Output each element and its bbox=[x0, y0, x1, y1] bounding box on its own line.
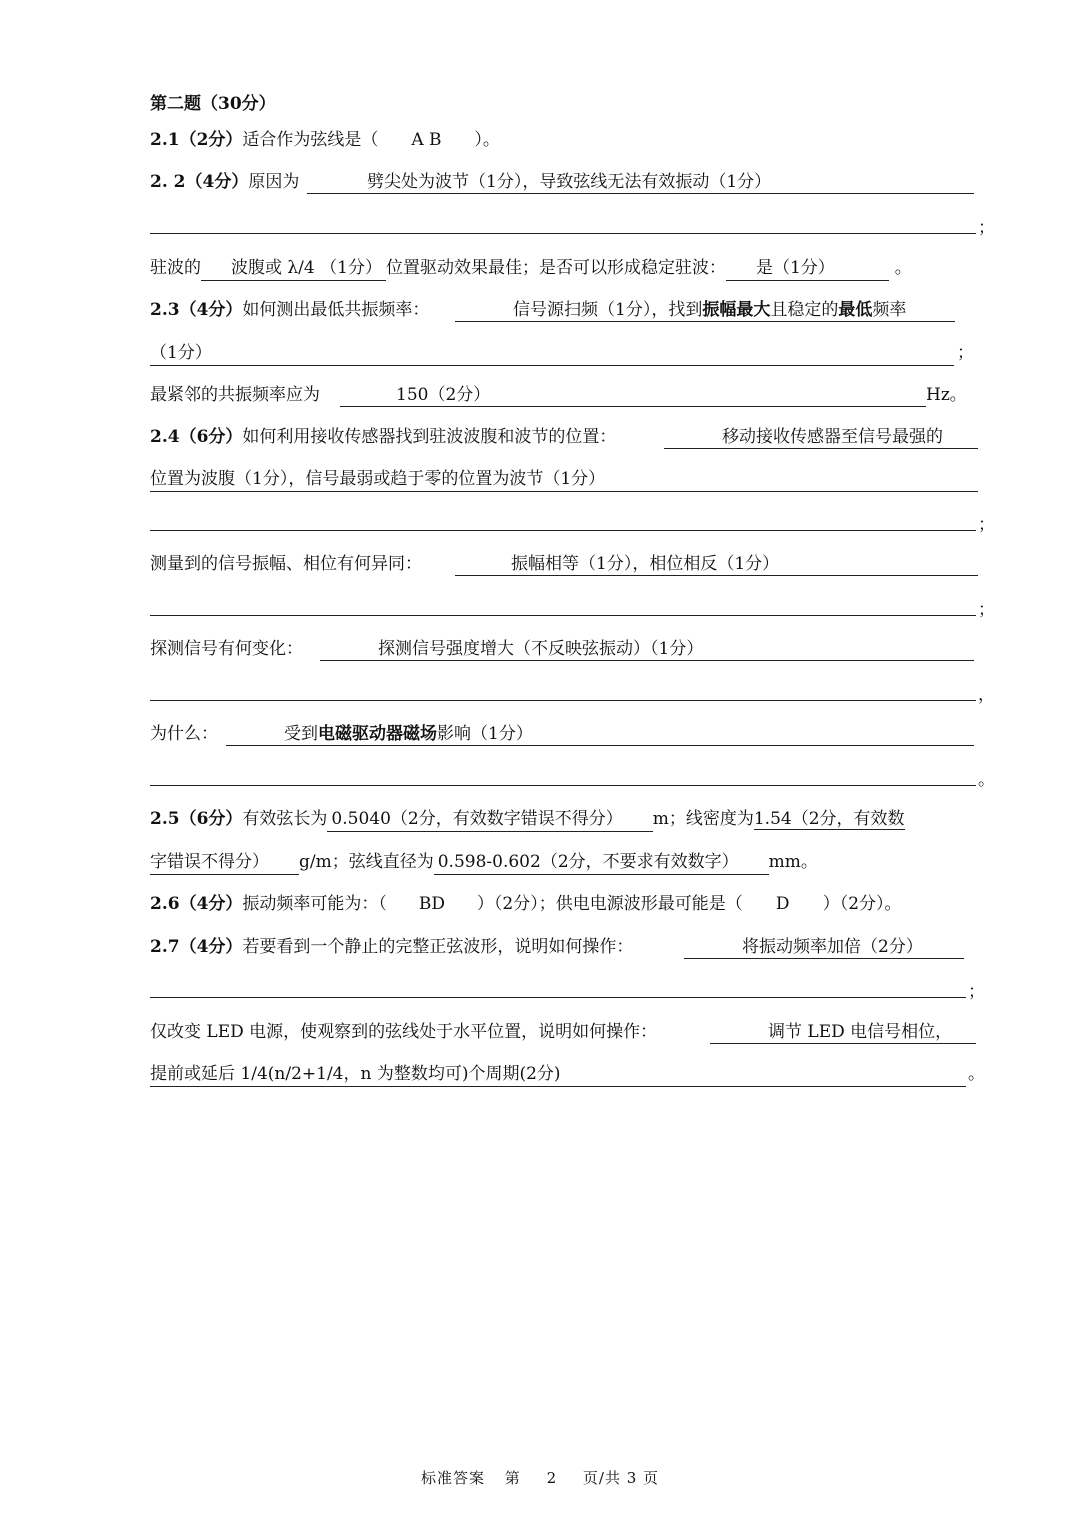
answer-line: 位置为波腹（1分），信号最弱或趋于零的位置为波节（1分） bbox=[150, 467, 978, 492]
text: mm。 bbox=[768, 852, 818, 872]
question-2-3-line3: 最紧邻的共振频率应为 bbox=[150, 385, 320, 405]
answer-text: 字错误不得分） bbox=[150, 850, 299, 875]
punctuation: 。 bbox=[978, 770, 995, 790]
text: 电磁驱动器磁场 bbox=[318, 724, 437, 744]
question-2-7 bbox=[150, 935, 633, 959]
answer-line: 劈尖处为波节（1分），导致弦线无法有效振动（1分） bbox=[307, 170, 974, 194]
answer-text: 0.598-0.602（2分，不要求有效数字） bbox=[434, 850, 769, 875]
question-2-2-line2 bbox=[150, 256, 912, 281]
question-2-2 bbox=[150, 170, 299, 194]
answer-line bbox=[455, 298, 955, 322]
footer-text: 页/共 3 页 bbox=[582, 1469, 660, 1487]
question-label: 2.3（4分） bbox=[150, 300, 243, 320]
page-footer bbox=[0, 1467, 1080, 1488]
answer-line: 提前或延后 1/4(n/2+1/4，n 为整数均可)个周期(2分) bbox=[150, 1062, 966, 1087]
question-text: 振动频率可能为：（ bbox=[242, 894, 387, 914]
question-label: 2.4（6分） bbox=[150, 427, 243, 447]
blank-line bbox=[150, 529, 976, 531]
answer-line bbox=[226, 722, 974, 746]
answer-text: 波腹或 λ/4 （1分） bbox=[201, 256, 386, 281]
text: 频率 bbox=[872, 300, 907, 320]
unit: Hz。 bbox=[926, 385, 967, 405]
question-text: 如何利用接收传感器找到驻波波腹和波节的位置： bbox=[242, 427, 617, 447]
question-2-5-line2 bbox=[150, 850, 818, 875]
change-question: 探测信号有何变化： bbox=[150, 639, 303, 659]
text: m；线密度为 bbox=[652, 809, 754, 829]
punctuation: ； bbox=[978, 218, 995, 238]
question-end: ）。 bbox=[474, 130, 500, 150]
answer-line: 移动接收传感器至信号最强的 bbox=[664, 425, 978, 449]
question-label: 2. 2（4分） bbox=[150, 172, 249, 192]
answer-text: BD bbox=[418, 894, 445, 914]
text: 驻波的 bbox=[150, 258, 201, 278]
text: 信号源扫频（1分），找到 bbox=[513, 300, 703, 320]
question-label: 2.1（2分） bbox=[150, 130, 243, 150]
blank-line bbox=[150, 614, 976, 616]
page-number: 2 bbox=[546, 1469, 558, 1487]
blank-line bbox=[150, 699, 976, 701]
answer-line: 振幅相等（1分），相位相反（1分） bbox=[455, 552, 978, 576]
punctuation: ； bbox=[968, 982, 985, 1002]
section-heading: 第二题（30分） bbox=[150, 94, 276, 114]
footer-text: 第 bbox=[504, 1469, 521, 1487]
question-2-3 bbox=[150, 298, 429, 322]
blank-line bbox=[150, 232, 976, 234]
text: 最低 bbox=[838, 300, 873, 320]
question-label: 2.6（4分） bbox=[150, 894, 243, 914]
question-label: 2.7（4分） bbox=[150, 937, 243, 957]
text: 影响（1分） bbox=[437, 724, 533, 744]
answer-line: 150（2分） bbox=[340, 383, 926, 407]
answer-text: D bbox=[775, 894, 790, 914]
question-label: 2.5（6分） bbox=[150, 809, 243, 829]
question-2-6 bbox=[150, 892, 902, 916]
text: 位置驱动效果最佳；是否可以形成稳定驻波： bbox=[385, 258, 726, 278]
question-text: 原因为 bbox=[248, 172, 300, 192]
answer-line: 将振动频率加倍（2分） bbox=[684, 935, 964, 959]
blank-line bbox=[150, 784, 976, 786]
question-text: 有效弦长为 bbox=[242, 809, 328, 829]
question-text: ）（2分）；供电电源波形最可能是（ bbox=[476, 894, 743, 914]
footer-label: 标准答案 bbox=[420, 1469, 485, 1487]
text: g/m；弦线直径为 bbox=[299, 852, 434, 872]
led-question: 仅改变 LED 电源，使观察到的弦线处于水平位置，说明如何操作： bbox=[150, 1022, 658, 1042]
why-question: 为什么： bbox=[150, 724, 218, 744]
punctuation: ， bbox=[978, 685, 995, 705]
amplitude-question: 测量到的信号振幅、相位有何异同： bbox=[150, 554, 422, 574]
punctuation: ； bbox=[957, 343, 974, 363]
answer-text: 1.54（2分，有效数 bbox=[753, 809, 905, 829]
text: 受到 bbox=[284, 724, 318, 744]
question-text: 适合作为弦线是（ bbox=[242, 130, 379, 150]
answer-text: 是（1分） bbox=[726, 256, 889, 281]
answer-line: 调节 LED 电信号相位， bbox=[710, 1020, 976, 1044]
blank-line bbox=[150, 996, 966, 998]
question-2-4 bbox=[150, 425, 616, 449]
question-2-1 bbox=[150, 128, 500, 152]
answer-line: （1分） bbox=[150, 341, 954, 366]
answer-text: 0.5040（2分，有效数字错误不得分） bbox=[327, 807, 652, 832]
text: 。 bbox=[894, 258, 912, 278]
text: 且稳定的 bbox=[770, 300, 839, 320]
question-2-5 bbox=[150, 807, 905, 832]
answer-line: 探测信号强度增大（不反映弦振动）（1分） bbox=[320, 637, 974, 661]
question-text: 若要看到一个静止的完整正弦波形，说明如何操作： bbox=[242, 937, 634, 957]
punctuation: ； bbox=[978, 600, 995, 620]
text: 振幅最大 bbox=[702, 300, 771, 320]
punctuation: 。 bbox=[968, 1064, 985, 1084]
punctuation: ； bbox=[978, 515, 995, 535]
question-text: ）（2分）。 bbox=[822, 894, 902, 914]
answer-text: A B bbox=[411, 130, 442, 150]
question-text: 如何测出最低共振频率： bbox=[242, 300, 430, 320]
